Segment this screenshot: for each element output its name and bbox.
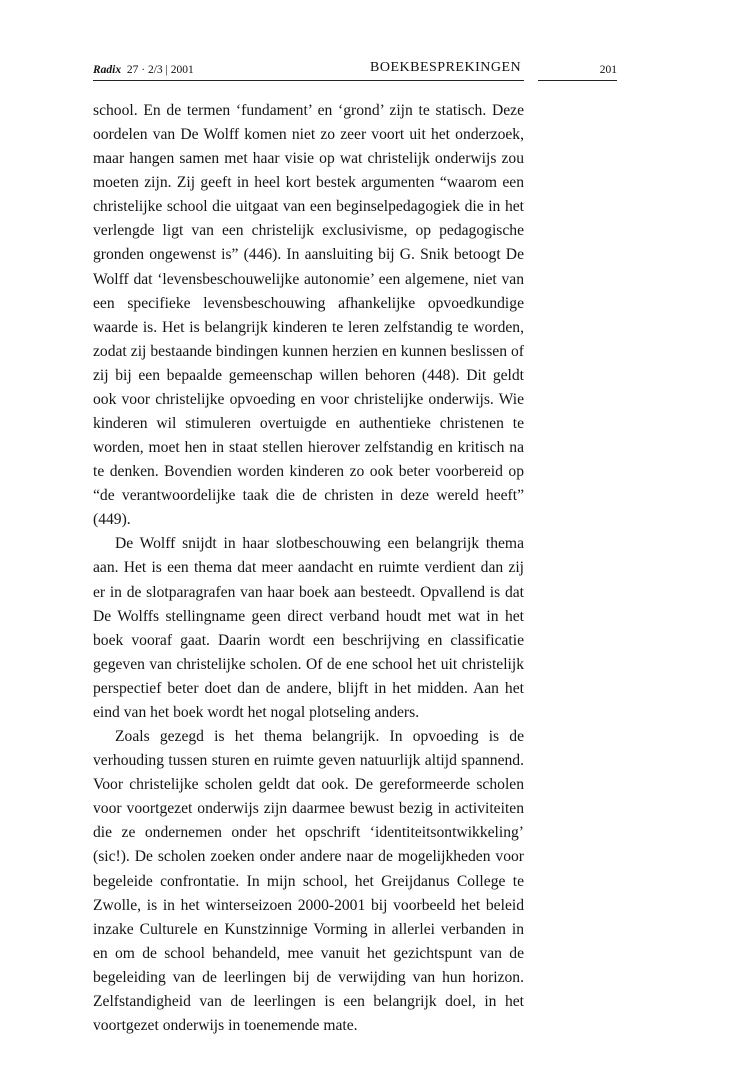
article-body [93, 99, 524, 1038]
paragraph-2: De Wolff snijdt in haar slotbeschouwing een belangrijk thema aan. Het is een thema dat meer aandacht en ruimte verdient dan zij er in de slotparagrafen van haar boek aan besteedt. Opvallend is dat De Wolffs stellingname geen direct verband houdt met wat in het boek vooraf gaat. Daarin wordt een beschrijving en classificatie gegeven van christelijke scholen. Of de ene school het uit christelijk perspectief beter doet dan de andere, blijft in het midden. Aan het eind van het boek wordt het nogal plotseling anders. [93, 535, 524, 721]
header-rule-left [93, 80, 524, 81]
running-head [93, 58, 617, 80]
section-title: BOEKBESPREKINGEN [370, 60, 522, 75]
journal-citation [93, 64, 194, 76]
header-rule-right [538, 80, 617, 81]
journal-name: Radix [93, 64, 122, 76]
issue-info: 27 · 2/3 | 2001 [126, 64, 194, 76]
paragraph-1: school. En de termen ‘fundament’ en ‘grond’ zijn te statisch. Deze oordelen van De Wolff komen niet zo zeer voort uit het onderzoek, maar hangen samen met haar visie op wat christelijk onderwijs zou moeten zijn. Zij geeft in heel kort bestek argumenten “waarom een christelijke school die uitgaat van een beginselpedagogiek die in het verlengde ligt van een christelijk exclusivisme, op pedagogische gronden ongewenst is” (446). In aansluiting bij G. Snik betoogt De Wolff dat ‘levensbeschouwelijke autonomie’ een algemene, niet van een specifieke levensbeschouwing afhankelijke opvoedkundige waarde is. Het is belangrijk kinderen te leren zelfstandig te worden, zodat zij bestaande bindingen kunnen herzien en kunnen beslissen of zij bij een bepaalde gemeenschap willen behoren (448). Dit geldt ook voor christelijke opvoeding en voor christelijke onderwijs. Wie kinderen wil stimuleren overtuigde en authentieke christenen te worden, moet hen in staat stellen hierover zelfstandig en kritisch na te denken. Bovendien worden kinderen zo ook beter voorbereid op “de verantwoordelijke taak die de christen in deze wereld heeft” (449). [93, 102, 524, 529]
paragraph-3: Zoals gezegd is het thema belangrijk. In opvoeding is de verhouding tussen sturen en ruimte geven natuurlijk altijd spannend. Voor christelijke scholen geldt dat ook. De gereformeerde scholen voor voortgezet onderwijs zijn daarmee bewust bezig in activiteiten die ze ondernemen onder het opschrift ‘identiteitsontwikkeling’ (sic!). De scholen zoeken onder andere naar de mogelijkheden voor begeleide confrontatie. In mijn school, het Greijdanus College te Zwolle, is in het winterseizoen 2000-2001 bij voorbeeld het beleid inzake Culturele en Kunstzinnige Vorming in allerlei verbanden in en om de school behandeld, mee vanuit het gezichtspunt van de begeleiding van de leerlingen bij de verwijding van hun horizon. Zelfstandigheid van de leerlingen is een belangrijk doel, in het voortgezet onderwijs in toenemende mate. [93, 728, 524, 1034]
page-number: 201 [599, 64, 617, 76]
